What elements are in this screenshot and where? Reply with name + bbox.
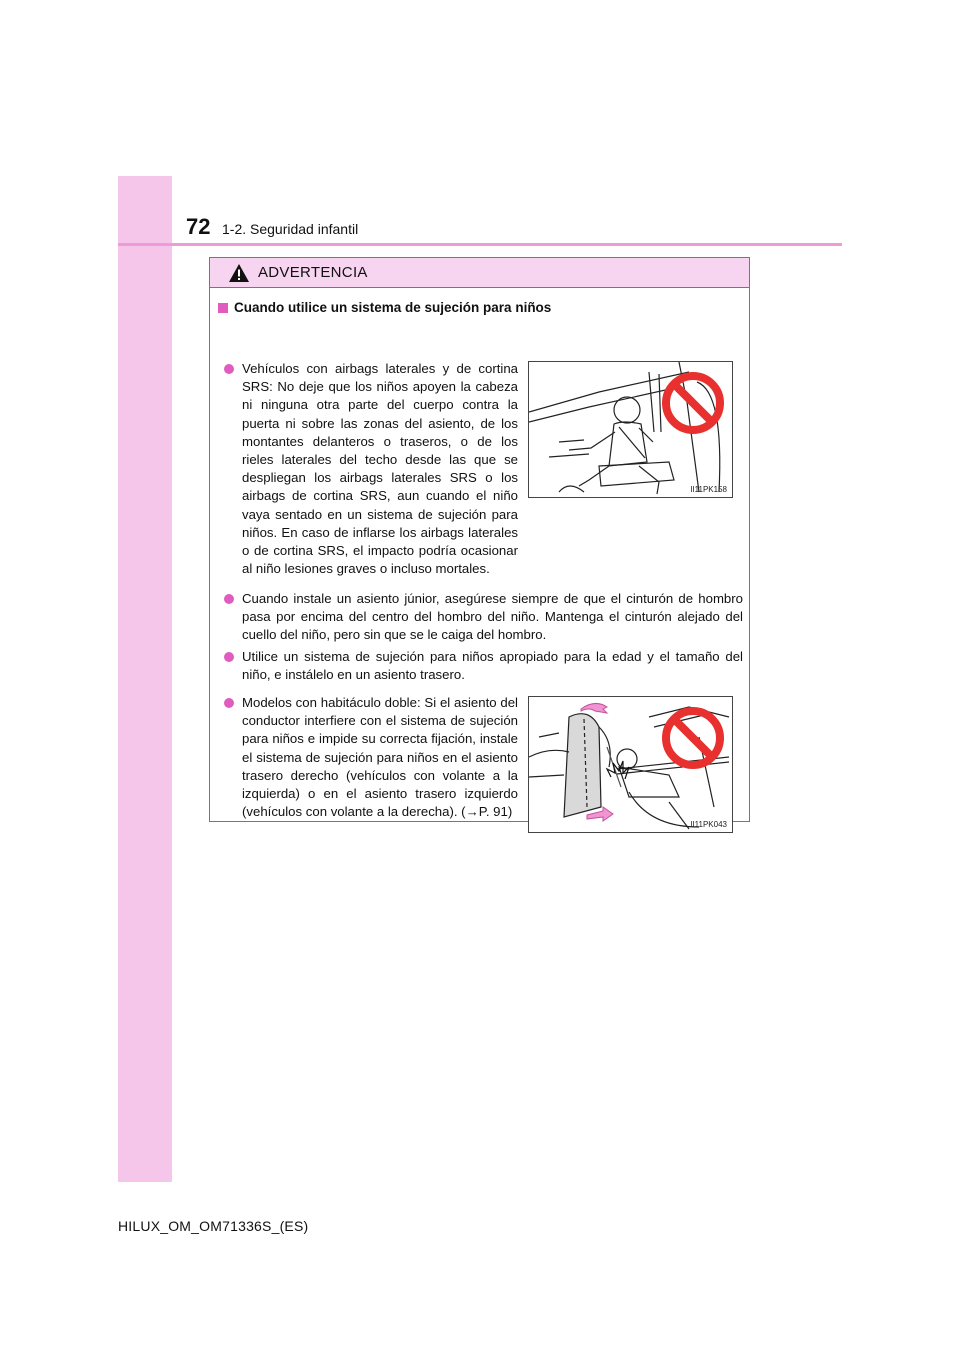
figure-child-seat-side (528, 361, 733, 498)
round-bullet-icon (224, 364, 234, 374)
figure-driver-seat-interference (528, 696, 733, 833)
bullet-text: Utilice un sistema de sujeción para niños apropiado para la edad y el tamaño del niño, e instálelo en un asiento trasero. (242, 649, 743, 683)
warning-body (210, 288, 749, 829)
header-rule (118, 243, 842, 246)
side-color-band (118, 176, 172, 1182)
warning-title: ADVERTENCIA (258, 264, 368, 281)
warning-subheading (218, 300, 741, 315)
bullet-text: Vehículos con airbags laterales y de cortina SRS: No deje que los niños apoyen la cabeza ni ninguna otra parte del cuerpo contra la puerta ni sobre las zonas del asiento, de los montantes delanteros o traseros, o de los rieles laterales del techo desde las que se despliegan los airbags laterales SRS o los airbags de cortina SRS, aun cuando el niño vaya sentado en un sistema de sujeción para niños. En caso de inflarse los airbags laterales o de cortina SRS, el impacto podría ocasionar al niño lesiones graves o incluso mortales. (242, 361, 518, 577)
bullet-item (218, 590, 743, 645)
bullet-text: Modelos con habitáculo doble: Si el asiento del conductor interfiere con el sistema de sujeción para niños e impide su correcta fijación, instale el sistema de sujeción para niños en el asiento trasero derecho (vehículos con volante a la izquierda) o en el asiento trasero izquierdo (vehículos con volante a la derecha). (→P. 91) (242, 695, 518, 820)
round-bullet-icon (224, 594, 234, 604)
figure-code: II11PK043 (690, 820, 727, 829)
page-number: 72 (186, 214, 211, 239)
section-title: 1-2. Seguridad infantil (222, 221, 359, 237)
square-bullet-icon (218, 303, 228, 313)
figure-code: II11PK158 (690, 485, 727, 494)
document-code: HILUX_OM_OM71336S_(ES) (118, 1218, 309, 1234)
prohibition-icon (660, 705, 726, 771)
bullet-item (218, 360, 518, 578)
bullet-item (218, 694, 518, 821)
warning-header (210, 258, 749, 288)
warning-subheading-text: Cuando utilice un sistema de sujeción para niños (234, 300, 552, 315)
warning-triangle-icon (228, 263, 250, 283)
prohibition-icon (660, 370, 726, 436)
round-bullet-icon (224, 698, 234, 708)
warning-box (209, 257, 750, 829)
bullet-text: Cuando instale un asiento júnior, asegúrese siempre de que el cinturón de hombro pasa por encima del centro del hombro del niño. Mantenga el cinturón alejado del cuello del niño, pero sin que se le caiga del hombro. (242, 591, 743, 643)
round-bullet-icon (224, 652, 234, 662)
bullet-item (218, 648, 743, 684)
